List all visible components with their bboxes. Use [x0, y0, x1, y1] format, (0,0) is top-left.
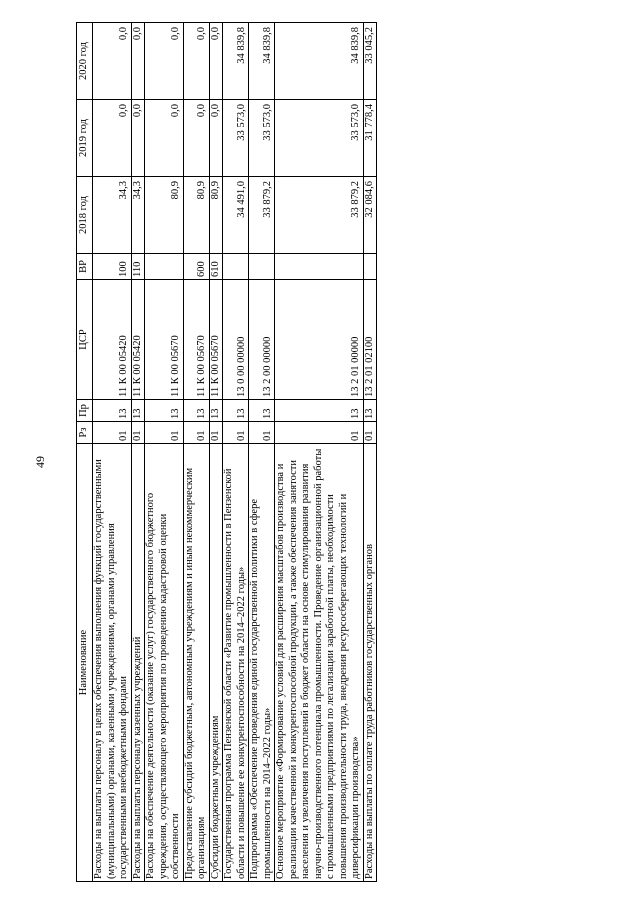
header-vr: ВР: [77, 254, 93, 280]
table-row: [363, 23, 377, 882]
row-2018: 34,3: [93, 177, 132, 254]
row-2018: 80,9: [145, 177, 184, 254]
row-rz: 01: [249, 422, 275, 444]
header-pr: Пр: [77, 400, 93, 422]
row-rz: 01: [145, 422, 184, 444]
rotated-page-content: [76, 22, 590, 882]
row-pr: 13: [209, 400, 223, 422]
row-name: Расходы на выплаты персоналу в целях обеспечения выполнения функций государственными (муниципальными) органами, казенными учреждениями, органами управления государственными внебюджетными фондами: [93, 444, 132, 882]
header-2019: 2019 год: [77, 100, 93, 177]
row-rz: 01: [363, 422, 377, 444]
page-number: 49: [33, 456, 47, 468]
table-row: [249, 23, 275, 882]
row-rz: 01: [209, 422, 223, 444]
row-2019: 33 573,0: [275, 100, 364, 177]
row-pr: 13: [145, 400, 184, 422]
row-vr: [249, 254, 275, 280]
row-vr: 100: [93, 254, 132, 280]
table-row: [145, 23, 184, 882]
row-2019: 0,0: [145, 100, 184, 177]
row-vr: 110: [131, 254, 145, 280]
row-2020: 0,0: [145, 23, 184, 100]
row-csr: 13 0 00 00000: [223, 280, 249, 400]
row-2018: 33 879,2: [275, 177, 364, 254]
row-csr: 13 2 01 00000: [275, 280, 364, 400]
row-pr: 13: [131, 400, 145, 422]
row-name: Основное мероприятие «Формирование условий для расширения масштабов производства и реализации качественной и конкурентоспособной продукции, а также обеспечения занятости населения и увеличения поступлений в бюджет области на основе стимулирования развития научно-производственного потенциала промышленности. Проведение организационной работы с промышленными предприятиями по легализации заработной платы, необходимости повышения производительности труда, внедрения ресурсосберегающих технологий и диверсификации производства»: [275, 444, 364, 882]
table-row: [131, 23, 145, 882]
row-pr: 13: [93, 400, 132, 422]
row-2019: 0,0: [93, 100, 132, 177]
row-2018: 34,3: [131, 177, 145, 254]
table-header-row: [77, 23, 93, 882]
row-pr: 13: [249, 400, 275, 422]
row-2018: 33 879,2: [249, 177, 275, 254]
row-name: Субсидии бюджетным учреждениям: [209, 444, 223, 882]
row-csr: 11 К 00 05670: [145, 280, 184, 400]
row-vr: 610: [209, 254, 223, 280]
table-row: [93, 23, 132, 882]
row-csr: 11 К 00 05670: [183, 280, 209, 400]
row-rz: 01: [183, 422, 209, 444]
header-rz: Рз: [77, 422, 93, 444]
row-pr: 13: [275, 400, 364, 422]
row-2018: 80,9: [183, 177, 209, 254]
row-rz: 01: [275, 422, 364, 444]
row-2020: 0,0: [93, 23, 132, 100]
row-2019: 0,0: [131, 100, 145, 177]
row-2019: 33 573,0: [249, 100, 275, 177]
table-row: [223, 23, 249, 882]
row-name: Расходы на выплаты по оплате труда работников государственных органов: [363, 444, 377, 882]
row-vr: [363, 254, 377, 280]
row-vr: [145, 254, 184, 280]
row-rz: 01: [223, 422, 249, 444]
table-row: [209, 23, 223, 882]
row-name: Государственная программа Пензенской области «Развитие промышленности в Пензенской области и повышение ее конкурентоспособности на 2014–2022 годы»: [223, 444, 249, 882]
row-2019: 31 778,4: [363, 100, 377, 177]
budget-table: [76, 22, 377, 882]
header-name: Наименование: [77, 444, 93, 882]
row-vr: 600: [183, 254, 209, 280]
row-vr: [223, 254, 249, 280]
row-vr: [275, 254, 364, 280]
header-2020: 2020 год: [77, 23, 93, 100]
row-2019: 0,0: [183, 100, 209, 177]
row-2020: 0,0: [183, 23, 209, 100]
row-pr: 13: [363, 400, 377, 422]
row-2019: 0,0: [209, 100, 223, 177]
header-2018: 2018 год: [77, 177, 93, 254]
row-csr: 11 К 00 05670: [209, 280, 223, 400]
row-2019: 33 573,0: [223, 100, 249, 177]
row-2018: 34 491,0: [223, 177, 249, 254]
row-2020: 0,0: [131, 23, 145, 100]
row-csr: 13 2 01 02100: [363, 280, 377, 400]
row-pr: 13: [223, 400, 249, 422]
row-2020: 34 839,8: [223, 23, 249, 100]
row-2020: 0,0: [209, 23, 223, 100]
row-rz: 01: [131, 422, 145, 444]
row-rz: 01: [93, 422, 132, 444]
row-csr: 13 2 00 00000: [249, 280, 275, 400]
row-2020: 34 839,8: [249, 23, 275, 100]
row-name: Расходы на обеспечение деятельности (оказание услуг) государственного бюджетного учреждения, осуществляющего мероприятия по проведению кадастровой оценки собственности: [145, 444, 184, 882]
row-name: Подпрограмма «Обеспечение проведения единой государственной политики в сфере промышленности на 2014–2022 годы»: [249, 444, 275, 882]
row-name: Предоставление субсидий бюджетным, автономным учреждениям и иным некоммерческим организациям: [183, 444, 209, 882]
row-2020: 33 045,2: [363, 23, 377, 100]
row-2020: 34 839,8: [275, 23, 364, 100]
row-2018: 32 084,6: [363, 177, 377, 254]
header-csr: ЦСР: [77, 280, 93, 400]
row-csr: 11 К 00 05420: [93, 280, 132, 400]
row-csr: 11 К 00 05420: [131, 280, 145, 400]
table-row: [275, 23, 364, 882]
row-pr: 13: [183, 400, 209, 422]
row-2018: 80,9: [209, 177, 223, 254]
row-name: Расходы на выплаты персоналу казенных учреждений: [131, 444, 145, 882]
table-row: [183, 23, 209, 882]
